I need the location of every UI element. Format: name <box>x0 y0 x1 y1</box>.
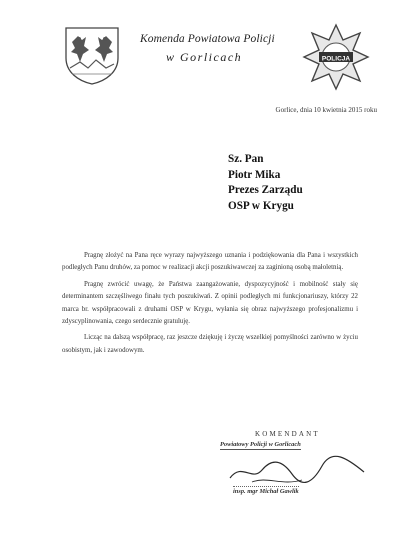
coat-of-arms-icon <box>62 24 122 86</box>
organization-location: w Gorlicach <box>166 50 243 64</box>
body-paragraph: Pragnę złożyć na Pana ręce wyrazy najwyższego uznania i podziękowania dla Pana i wszystkich podległych Panu druhów, za pomoc w realizacji akcji poszukiwawczej za zaginioną osobą małoletnią. <box>62 252 358 272</box>
signatory-name: insp. mgr Michał Gawlik <box>233 488 299 495</box>
letter-date: Gorlice, dnia 10 kwietnia 2015 roku <box>275 106 377 114</box>
addressee-block <box>228 152 303 214</box>
addressee-position: Prezes Zarządu <box>228 184 303 196</box>
letter-body <box>62 250 358 361</box>
addressee-salutation: Sz. Pan <box>228 153 264 165</box>
addressee-organization: OSP w Krygu <box>228 199 294 212</box>
organization-name: Komenda Powiatowa Policji <box>140 33 275 45</box>
signature-unit: Powiatowy Policji w Gorlicach <box>220 441 301 448</box>
body-paragraph: Pragnę zwrócić uwagę, że Państwa zaangażowanie, dyspozycyjność i mobilność stały się determinantem szczęśliwego finału tych poszukiwań. Z opinii podległych mi funkcjonariuszy, którzy 22 marca br. współpracowali z druhami OSP w Krygu, wyłania się obraz najwyższego profesjonalizmu i zdyscyplinowania, czego serdecznie gratuluję. <box>62 280 358 326</box>
signature-title: KOMENDANT <box>255 430 320 438</box>
badge-label: POLICJA <box>321 55 351 63</box>
police-star-badge-icon <box>302 22 370 92</box>
body-paragraph: Licząc na dalszą współpracę, raz jeszcze dziękuję i życzę wszelkiej pomyślności zarówno w życiu osobistym, jak i zawodowym. <box>62 334 358 354</box>
addressee-name: Piotr Mika <box>228 168 281 181</box>
handwritten-signature <box>222 452 372 490</box>
